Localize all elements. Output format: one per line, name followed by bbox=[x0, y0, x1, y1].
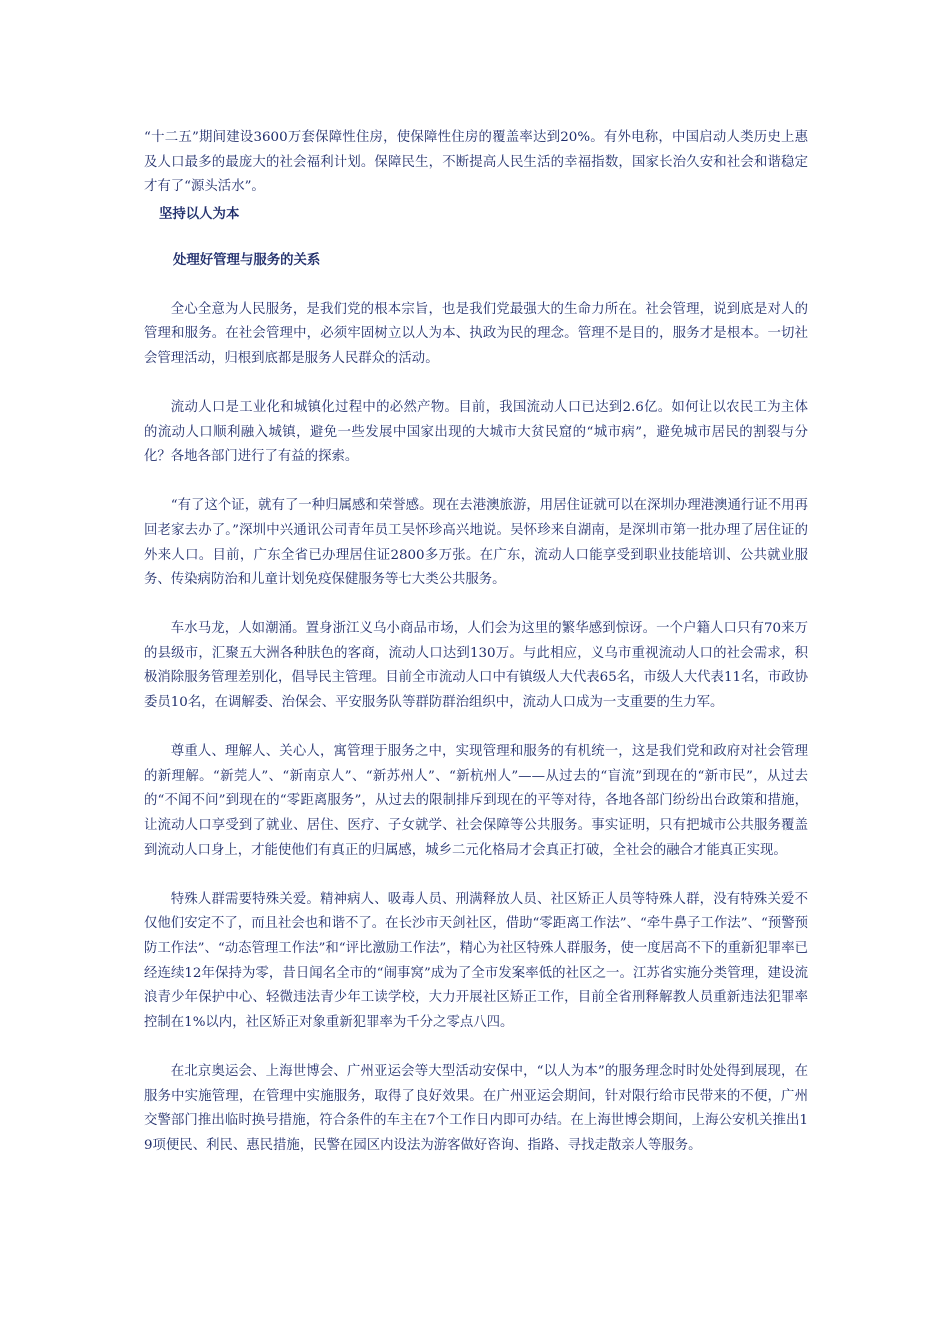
body-paragraph: 全心全意为人民服务，是我们党的根本宗旨，也是我们党最强大的生命力所在。社会管理，说到底是对人的管理和服务。在社会管理中，必须牢固树立以人为本、执政为民的理念。管理不是目的，服务才是根本。一切社会管理活动，归根到底都是服务人民群众的活动。 bbox=[144, 301, 808, 366]
body-paragraph: 特殊人群需要特殊关爱。精神病人、吸毒人员、刑满释放人员、社区矫正人员等特殊人群，没有特殊关爱不仅他们安定不了，而且社会也和谐不了。在长沙市天剑社区，借助“零距离工作法”、“牵牛鼻子工作法”、“预警预防工作法”、“动态管理工作法”和“评比激励工作法”，精心为社区特殊人群服务，使一度居高不下的重新犯罪率已经连续12年保持为零，昔日闻名全市的“闹事窝”成为了全市发案率低的社区之一。江苏省实施分类管理，建设流浪青少年保护中心、轻微违法青少年工读学校，大力开展社区矫正工作，目前全省刑释解教人员重新违法犯罪率控制在1%以内，社区矫正对象重新犯罪率为千分之零点八四。 bbox=[144, 891, 808, 1030]
body-paragraph: 车水马龙，人如潮涌。置身浙江义乌小商品市场，人们会为这里的繁华感到惊讶。一个户籍人口只有70来万的县级市，汇聚五大洲各种肤色的客商，流动人口达到130万。与此相应，义乌市重视流动人口的社会需求，积极消除服务管理差别化，倡导民主管理。目前全市流动人口中有镇级人大代表65名，市级人大代表11名，市政协委员10名，在调解委、治保会、平安服务队等群防群治组织中，流动人口成为一支重要的生力军。 bbox=[144, 621, 808, 711]
section-title: 坚持以人为本 bbox=[159, 205, 240, 222]
body-paragraph: 流动人口是工业化和城镇化过程中的必然产物。目前，我国流动人口已达到2.6亿。如何让以农民工为主体的流动人口顺利融入城镇，避免一些发展中国家出现的大城市大贫民窟的“城市病”，避免城市居民的割裂与分化？各地各部门进行了有益的探索。 bbox=[144, 399, 808, 465]
body-paragraph: 在北京奥运会、上海世博会、广州亚运会等大型活动安保中，“以人为本”的服务理念时时处处得到展现，在服务中实施管理，在管理中实施服务，取得了良好效果。在广州亚运会期间，针对限行给市民带来的不便，广州交警部门推出临时换号措施，符合条件的车主在7个工作日内即可办结。在上海世博会期间，上海公安机关推出19项便民、利民、惠民措施，民警在园区内设法为游客做好咨询、指路、寻找走散亲人等服务。 bbox=[144, 1063, 808, 1153]
document-page bbox=[144, 126, 808, 1158]
body-paragraph: 尊重人、理解人、关心人，寓管理于服务之中，实现管理和服务的有机统一，这是我们党和政府对社会管理的新理解。“新莞人”、“新南京人”、“新苏州人”、“新杭州人”——从过去的“盲流”到现在的“新市民”，从过去的“不闻不问”到现在的“零距离服务”，从过去的限制排斥到现在的平等对待，各地各部门纷纷出台政策和措施，让流动人口享受到了就业、居住、医疗、子女就学、社会保障等公共服务。事实证明，只有把城市公共服务覆盖到流动人口身上，才能使他们有真正的归属感，城乡二元化格局才会真正打破，全社会的融合才能真正实现。 bbox=[144, 744, 808, 858]
subsection-title: 处理好管理与服务的关系 bbox=[173, 252, 321, 269]
body-paragraph: “有了这个证，就有了一种归属感和荣誉感。现在去港澳旅游，用居住证就可以在深圳办理港澳通行证不用再回老家去办了。”深圳中兴通讯公司青年员工吴怀珍高兴地说。吴怀珍来自湖南，是深圳市第一批办理了居住证的外来人口。目前，广东全省已办理居住证2800多万张。在广东，流动人口能享受到职业技能培训、公共就业服务、传染病防治和儿童计划免疫保健服务等七大类公共服务。 bbox=[144, 498, 808, 588]
intro-paragraph: “十二五”期间建设3600万套保障性住房，使保障性住房的覆盖率达到20%。有外电称，中国启动人类历史上惠及人口最多的最庞大的社会福利计划。保障民生，不断提高人民生活的幸福指数，国家长治久安和社会和谐稳定才有了“源头活水”。 bbox=[144, 130, 808, 195]
